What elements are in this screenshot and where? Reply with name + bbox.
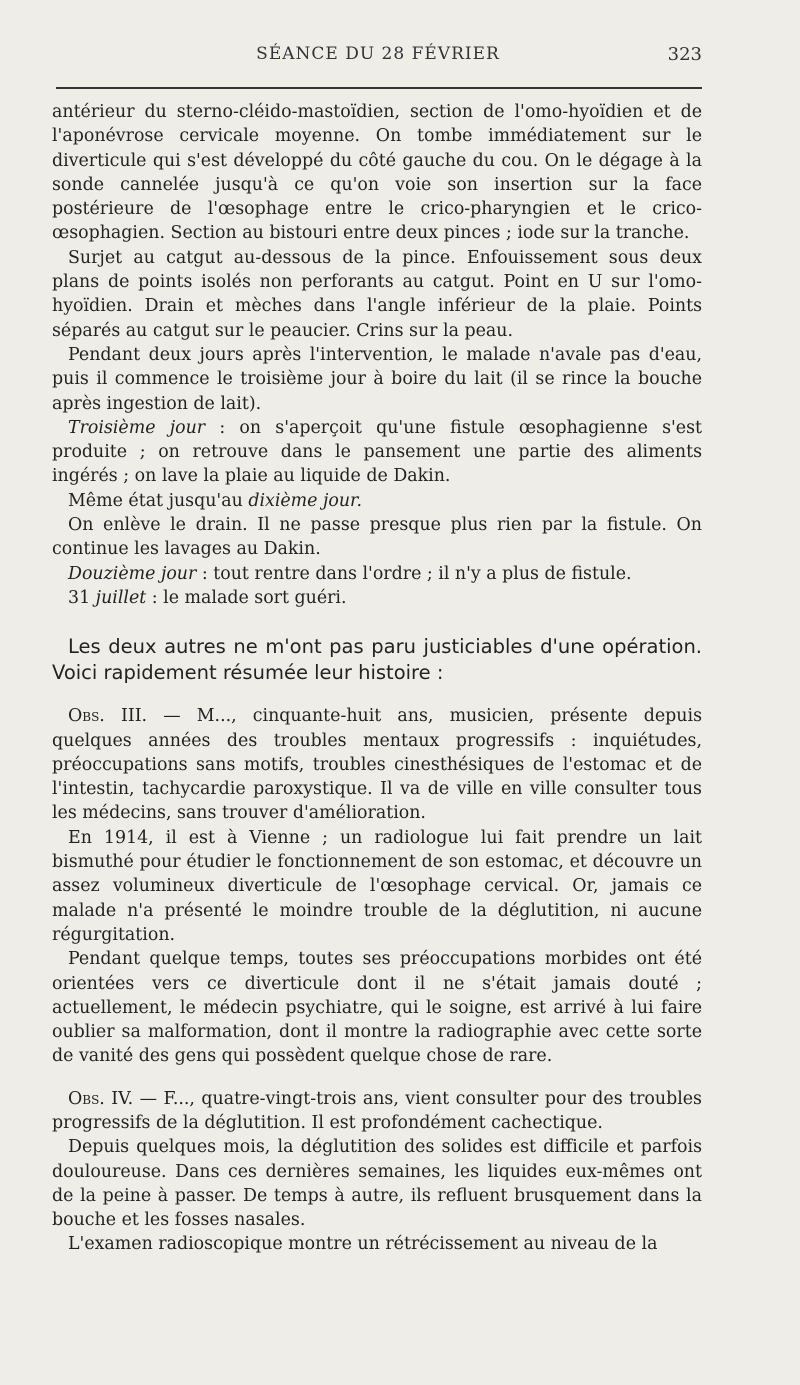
paragraph-p8 — [52, 586, 702, 610]
paragraph-p10 — [52, 704, 702, 825]
text-run: 31 — [68, 587, 96, 608]
paragraph-p11 — [52, 826, 702, 947]
paragraph-p4 — [52, 416, 702, 489]
text-run: — F..., quatre-vingt-trois ans, vient consulter pour des troubles progressifs de la déglutition. Il est profondément cachectique. — [52, 1088, 702, 1133]
italic-text: dixième jour. — [248, 490, 362, 511]
italic-text: Douzième jour — [68, 563, 197, 584]
observation-iv-block — [52, 1087, 702, 1257]
paragraph-p2 — [52, 246, 702, 343]
text-run: Même état jusqu'au — [68, 490, 249, 511]
observation-iii-block — [52, 704, 702, 1068]
paragraph-p13 — [52, 1087, 702, 1136]
observation-label: Obs. III. — [68, 706, 148, 727]
text-run: : tout rentre dans l'ordre ; il n'y a plus de fistule. — [196, 563, 632, 584]
paragraph-p5 — [52, 489, 702, 513]
text-run: On enlève le drain. Il ne passe presque plus rien par la fistule. On continue les lavages au Dakin. — [52, 515, 702, 560]
text-run: Depuis quelques mois, la déglutition des solides est difficile et parfois douloureuse. Dans ces dernières semaines, les liquides eux-mêmes ont de la peine à passer. De temps à autre, ils refluent brusquement dans la bouche et les fosses nasales. — [52, 1137, 702, 1231]
text-run: Pendant deux jours après l'intervention, le malade n'avale pas d'eau, puis il commence le troisième jour à boire du lait (il se rince la bouche après ingestion de lait). — [52, 344, 702, 414]
text-run: Les deux autres ne m'ont pas paru justiciables d'une opération. Voici rapidement résumée leur histoire : — [52, 635, 702, 685]
spacer — [52, 1069, 702, 1087]
header-rule — [56, 87, 702, 89]
text-run: : on s'aperçoit qu'une fistule œsophagienne s'est produite ; on retrouve dans le pansement une partie des aliments ingérés ; on lave la plaie au liquide de Dakin. — [52, 417, 702, 487]
transition-paragraph-block — [52, 634, 702, 686]
text-run: antérieur du sterno-cléido-mastoïdien, section de l'omo-hyoïdien et de l'aponévrose cervicale moyenne. On tombe immédiatement sur le diverticule qui s'est développé du côté gauche du cou. On le dégage à la sonde cannelée jusqu'à ce qu'on voie son insertion sur la face postérieure de l'œsophage entre le crico-pharyngien et le crico-œsophagien. Section au bistouri entre deux pinces ; iode sur la tranche. — [52, 102, 702, 244]
paragraph-p1 — [52, 100, 702, 246]
case-narrative-block — [52, 100, 702, 610]
text-run: : le malade sort guéri. — [146, 587, 347, 608]
spacer — [52, 610, 702, 634]
text-run: Pendant quelque temps, toutes ses préoccupations morbides ont été orientées vers ce diverticule dont il ne s'était jamais douté ; actuellement, le médecin psychiatre, qui le soigne, est arrivé à lui faire oublier sa malformation, dont il montre la radiographie avec cette sorte de vanité des gens qui possèdent quelque chose de rare. — [52, 949, 702, 1067]
text-run: En 1914, il est à Vienne ; un radiologue lui fait prendre un lait bismuthé pour étudier le fonctionnement de son estomac, et découvre un assez volumineux diverticule de l'œsophage cervical. Or, jamais ce malade n'a présenté le moindre trouble de la déglutition, ni aucune régurgitation. — [52, 827, 702, 945]
running-title: SÉANCE DU 28 FÉVRIER — [256, 44, 500, 64]
body-text — [52, 100, 702, 1257]
text-run: L'examen radioscopique montre un rétrécissement au niveau de la — [68, 1234, 658, 1255]
text-run: Surjet au catgut au-dessous de la pince. Enfouissement sous deux plans de points isolés non perforants au catgut. Point en U sur l'omo-hyoïdien. Drain et mèches dans l'angle inférieur de la plaie. Points séparés au catgut sur le peaucier. Crins sur la peau. — [52, 247, 702, 341]
text-run: — M..., cinquante-huit ans, musicien, présente depuis quelques années des troubles mentaux progressifs : inquiétudes, préoccupations sans motifs, troubles cinesthésiques de l'estomac et de l'intestin, tachycardie paroxystique. Il va de ville en ville consulter tous les médecins, sans trouver d'amélioration. — [52, 706, 702, 824]
paragraph-p14 — [52, 1135, 702, 1232]
paragraph-p7 — [52, 562, 702, 586]
page-number: 323 — [667, 44, 702, 65]
paragraph-p12 — [52, 947, 702, 1068]
spacer — [52, 686, 702, 704]
italic-text: Troisième jour — [68, 417, 206, 438]
paragraph-p6 — [52, 513, 702, 562]
observation-label: Obs. IV. — [68, 1088, 134, 1109]
italic-text: juillet — [95, 587, 147, 608]
paragraph-p9 — [52, 634, 702, 686]
page-header — [54, 44, 702, 74]
paragraph-p3 — [52, 343, 702, 416]
paragraph-p15 — [52, 1232, 702, 1256]
